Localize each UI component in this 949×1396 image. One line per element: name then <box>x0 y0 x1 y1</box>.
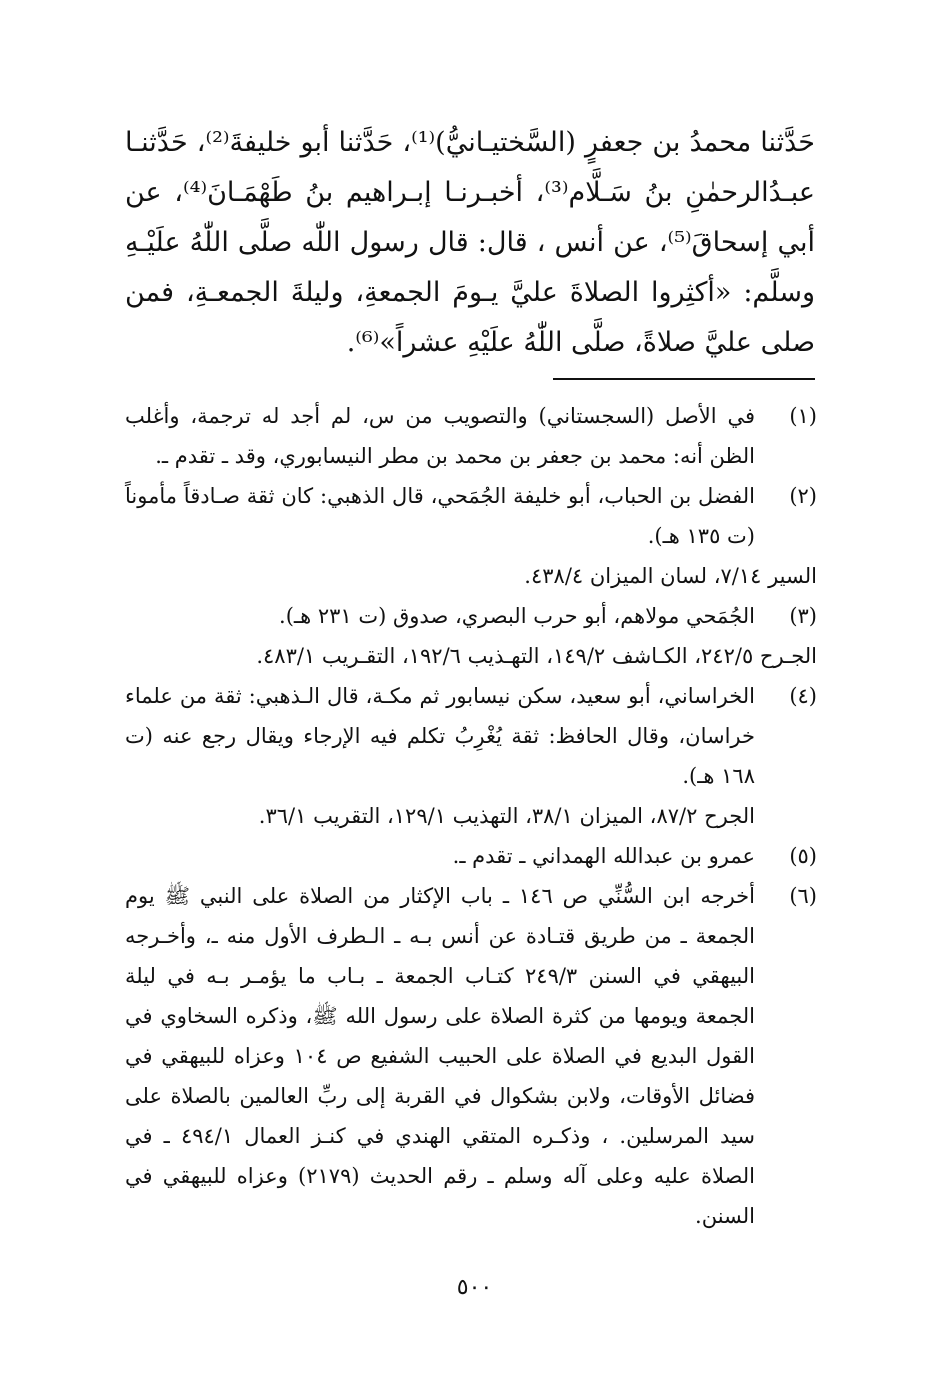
footnote-body <box>125 396 755 476</box>
footnote-4 <box>125 676 817 836</box>
footnote-text: الخراساني، أبو سعيد، سكن نيسابور ثم مكـة، قال الـذهبي: ثقة من علماء خراسان، وقال الحافظ: ثقة يُغْرِبُ تكلم فيه الإرجاء ويقال رجع عنه (ت ١٦٨ هـ). <box>125 684 755 788</box>
footnote-references: الجـرح ٢٤٢/٥، الكـاشف ١٤٩/٢، التهـذيب ١٩٢/٦، التقـريب ٤٨٣/١. <box>256 644 817 668</box>
footnote-1 <box>125 396 817 476</box>
footnote-number: (٣) <box>789 604 817 628</box>
footnote-5 <box>125 836 817 876</box>
footnote-3 <box>125 596 817 636</box>
hadith-paragraph: حَدَّثنا محمدُ بن جعفرٍ (السَّختيـانيُّ)⁽¹⁾، حَدَّثنا أبو خليفةَ⁽²⁾، حَدَّثنـا عبـدُالرحمٰنِ بنُ سَـلَّام⁽³⁾، أخبـرنـا إبـراهيم بنُ طَهْمَـانَ⁽⁴⁾، عن أبي إسحاقَ⁽⁵⁾، عن أنس ، قال: قال رسول اللّٰه صلَّى اللّٰهُ علَيْـهِ وسلَّم: «أكثِروا الصلاةَ عليَّ يـومَ الجمعةِ، وليلةَ الجمعـةِ، فمن صلى عليَّ صلاةً، صلَّى اللّٰهُ علَيْهِ عشراً»⁽⁶⁾. <box>125 127 815 358</box>
footnote-references: السير ٧/١٤، لسان الميزان ٤٣٨/٤. <box>524 564 817 588</box>
footnote-body <box>125 596 755 636</box>
footnote-number: (٥) <box>789 844 817 868</box>
footnote-text: عمرو بن عبدالله الهمداني ـ تقدم ـ. <box>452 844 755 868</box>
footnote-number: (٢) <box>789 484 817 508</box>
footnote-body <box>125 836 755 876</box>
footnote-6 <box>125 876 817 1236</box>
footnote-number: (١) <box>789 404 817 428</box>
footnote-3-refs <box>125 636 817 676</box>
footnote-body <box>125 876 755 1236</box>
hadith-text <box>125 118 815 368</box>
footnote-text: في الأصل (السجستاني) والتصويب من س، لم أجد له ترجمة، وأغلب الظن أنه: محمد بن جعفر بن محمد بن مطر النيسابوري، وقد ـ تقدم ـ. <box>125 404 755 468</box>
footnote-body <box>125 676 755 836</box>
footnote-text: الجُمَحي مولاهم، أبو حرب البصري، صدوق (ت ٢٣١ هـ). <box>279 604 755 628</box>
footnote-text: أخرجه ابن السُّنِّي ص ١٤٦ ـ باب الإكثار من الصلاة على النبي ﷺ يوم الجمعة ـ من طريق قتـادة عن أنس بـه ـ الـطرف الأول منه ـ، وأخـرجه البيهقي في السنن ٢٤٩/٣ كتـاب الجمعة ـ بـاب ما يؤمـر بـه في ليلة الجمعة ويومها من كثرة الصلاة على رسول الله ﷺ، وذكره السخاوي في القول البديع في الصلاة على الحبيب الشفيع ص ١٠٤ وعزاه للبيهقي في فضائل الأوقات، ولابن بشكوال في القربة إلى ربِّ العالمين بالصلاة على سيد المرسلين. ، وذكـره المتقي الهندي في كنـز العمال ٤٩٤/١ ـ في الصلاة عليه وعلى آله وسلم ـ رقم الحديث (٢١٧٩) وعزاه للبيهقي في السنن. <box>125 884 756 1228</box>
footnote-number: (٤) <box>789 684 817 708</box>
footnote-text: الفضل بن الحباب، أبو خليفة الجُمَحي، قال الذهبي: كان ثقة صـادقاً مأموناً (ت ١٣٥ هـ). <box>125 484 755 548</box>
footnote-divider <box>553 378 815 380</box>
footnote-number: (٦) <box>789 884 817 908</box>
footnote-body <box>125 476 755 556</box>
footnote-2-refs <box>125 556 817 596</box>
footnote-references: الجرح ٨٧/٢، الميزان ٣٨/١، التهذيب ١٢٩/١، التقريب ٣٦/١. <box>258 804 755 828</box>
page-number: ٥٠٠ <box>456 1275 493 1300</box>
footnotes <box>125 396 817 1236</box>
footnote-2 <box>125 476 817 556</box>
